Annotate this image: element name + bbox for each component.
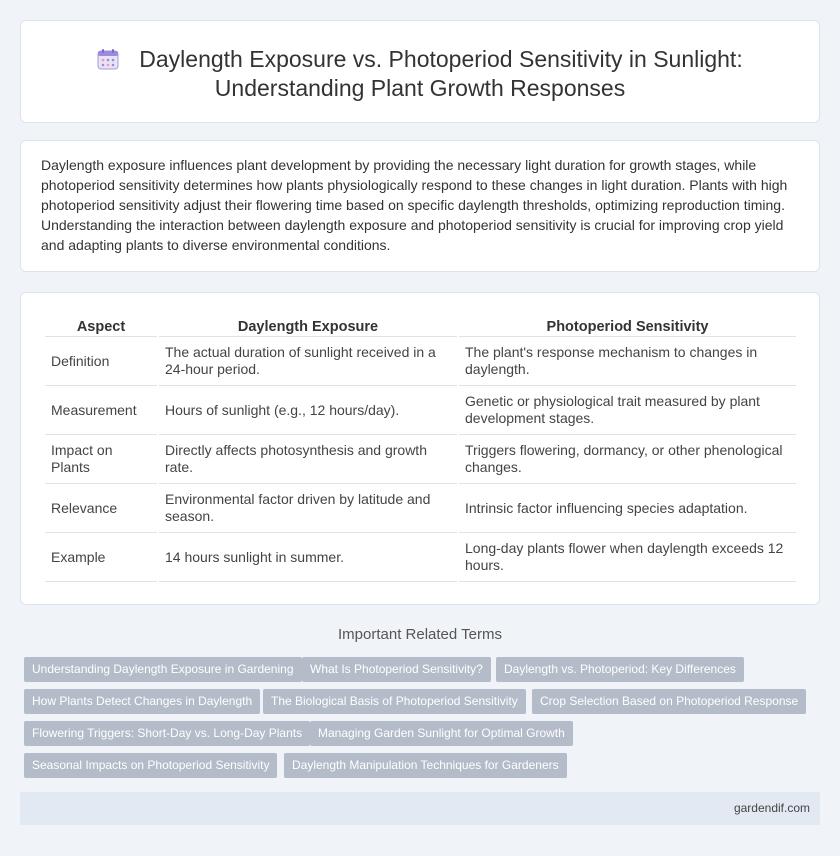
- intro-paragraph: Daylength exposure influences plant development by providing the necessary light duration for growth stages, while photoperiod sensitivity determines how plants physiologically respond to these changes in light duration. Plants with high photoperiod sensitivity adjust their flowering time based on specific daylength thresholds, optimizing reproduction timing. Understanding the interaction between daylength exposure and photoperiod sensitivity is crucial for improving crop yield and adapting plants to diverse environmental conditions.: [41, 157, 788, 253]
- title-card: [20, 20, 820, 123]
- page-title: Daylength Exposure vs. Photoperiod Sensitivity in Sunlight: Understanding Plant Growth Responses: [21, 45, 819, 103]
- comparison-table: [43, 315, 798, 582]
- cell-aspect: Definition: [45, 337, 157, 386]
- related-term-tag[interactable]: The Biological Basis of Photoperiod Sensitivity: [263, 689, 526, 714]
- table-row: [45, 533, 796, 582]
- related-term-tag[interactable]: What Is Photoperiod Sensitivity?: [302, 657, 491, 682]
- intro-card: [20, 140, 820, 272]
- cell-photoperiod-sensitivity: Triggers flowering, dormancy, or other phenological changes.: [459, 435, 796, 484]
- related-term-tag[interactable]: Understanding Daylength Exposure in Gardening: [24, 657, 302, 682]
- cell-daylength-exposure: Directly affects photosynthesis and growth rate.: [159, 435, 457, 484]
- related-term-tag[interactable]: Daylength Manipulation Techniques for Gardeners: [284, 753, 567, 778]
- cell-aspect: Measurement: [45, 386, 157, 435]
- header-daylength-exposure: Daylength Exposure: [159, 315, 457, 337]
- table-row: [45, 386, 796, 435]
- cell-aspect: Example: [45, 533, 157, 582]
- related-term-tag[interactable]: Seasonal Impacts on Photoperiod Sensitivity: [24, 753, 277, 778]
- table-row: [45, 337, 796, 386]
- cell-photoperiod-sensitivity: Genetic or physiological trait measured by plant development stages.: [459, 386, 796, 435]
- header-aspect: Aspect: [45, 315, 157, 337]
- calendar-icon: [97, 48, 119, 70]
- footer-site: gardendif.com: [733, 801, 810, 815]
- related-term-tag[interactable]: Crop Selection Based on Photoperiod Response: [532, 689, 806, 714]
- cell-aspect: Relevance: [45, 484, 157, 533]
- cell-photoperiod-sensitivity: Long-day plants flower when daylength exceeds 12 hours.: [459, 533, 796, 582]
- cell-daylength-exposure: Hours of sunlight (e.g., 12 hours/day).: [159, 386, 457, 435]
- header-photoperiod-sensitivity: Photoperiod Sensitivity: [459, 315, 796, 337]
- cell-daylength-exposure: The actual duration of sunlight received in a 24-hour period.: [159, 337, 457, 386]
- related-term-tag[interactable]: How Plants Detect Changes in Daylength: [24, 689, 260, 714]
- related-terms-heading: Important Related Terms: [338, 626, 502, 643]
- comparison-card: [20, 292, 820, 605]
- cell-daylength-exposure: 14 hours sunlight in summer.: [159, 533, 457, 582]
- cell-photoperiod-sensitivity: The plant's response mechanism to changes in daylength.: [459, 337, 796, 386]
- footer: [20, 792, 820, 825]
- related-term-tag[interactable]: Managing Garden Sunlight for Optimal Growth: [310, 721, 573, 746]
- cell-daylength-exposure: Environmental factor driven by latitude and season.: [159, 484, 457, 533]
- table-header-row: [45, 315, 796, 337]
- table-row: [45, 484, 796, 533]
- cell-photoperiod-sensitivity: Intrinsic factor influencing species adaptation.: [459, 484, 796, 533]
- related-term-tag[interactable]: Flowering Triggers: Short-Day vs. Long-Day Plants: [24, 721, 310, 746]
- cell-aspect: Impact on Plants: [45, 435, 157, 484]
- related-term-tag[interactable]: Daylength vs. Photoperiod: Key Differences: [496, 657, 744, 682]
- table-row: [45, 435, 796, 484]
